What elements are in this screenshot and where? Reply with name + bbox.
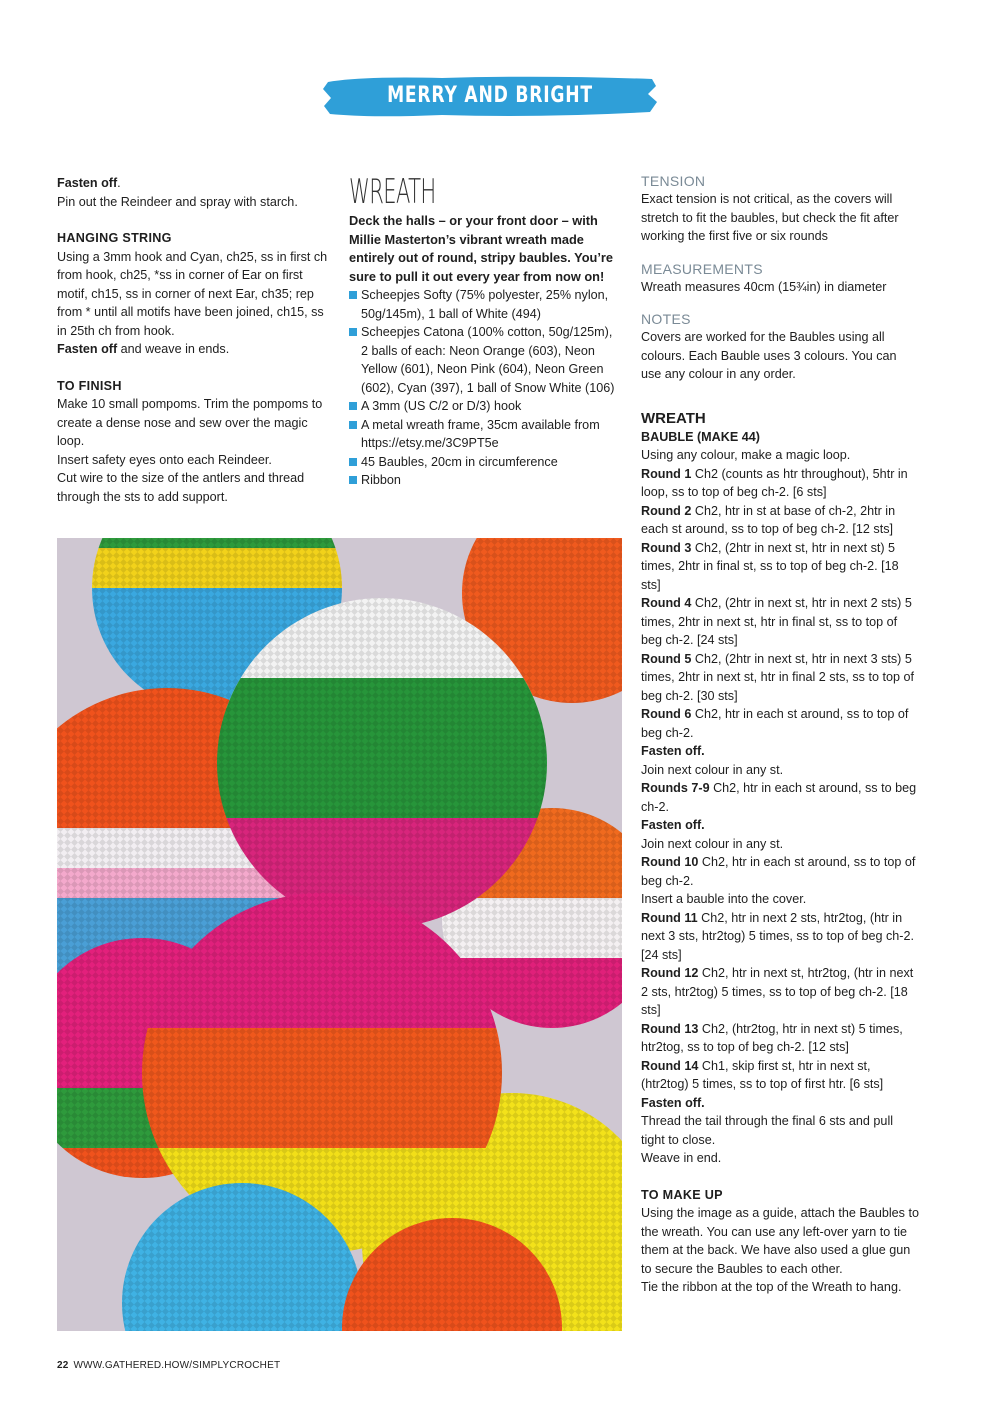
bauble-intro: Using any colour, make a magic loop. bbox=[641, 448, 851, 462]
materials-item: 45 Baubles, 20cm in circumference bbox=[349, 453, 619, 472]
join-colour-a: Join next colour in any st. bbox=[641, 762, 784, 777]
round-line: Round 13 Ch2, (htr2tog, htr in next st) 5 times, htr2tog, ss to top of beg ch-2. [12 sts] bbox=[641, 1021, 903, 1054]
fasten-off-a: Fasten off. bbox=[641, 744, 705, 758]
round-line: Round 2 Ch2, htr in st at base of ch-2, 2htr in each st around, ss to top of beg ch-2. [12 sts] bbox=[641, 503, 896, 536]
materials-list bbox=[349, 286, 619, 490]
round-line: Round 1 Ch2 (counts as htr throughout), 5htr in loop, ss to top of beg ch-2. [6 sts] bbox=[641, 466, 908, 499]
weave-in-end: Weave in end. bbox=[641, 1151, 722, 1165]
round-line: Round 14 Ch1, skip first st, htr in next st, (htr2tog) 5 times, ss to top of first htr. [6 sts] bbox=[641, 1058, 884, 1091]
materials-item: A 3mm (US C/2 or D/3) hook bbox=[349, 397, 619, 416]
tension-heading: TENSION bbox=[641, 173, 706, 189]
round-line: Round 11 Ch2, htr in next 2 sts, htr2tog, (htr in next 3 sts, htr2tog) 5 times, ss to top of beg ch-2. [24 sts] bbox=[641, 910, 914, 962]
page-footer bbox=[57, 1360, 280, 1371]
column-right bbox=[641, 172, 919, 1297]
finish-step-2: Insert safety eyes onto each Reindeer. bbox=[57, 452, 272, 467]
round-line: Round 3 Ch2, (2htr in next st, htr in next st) 5 times, 2htr in final st, ss to top of beg ch-2. [18 sts] bbox=[641, 540, 899, 592]
crochet-baubles-photo bbox=[57, 538, 622, 1331]
bauble-heading: BAUBLE (MAKE 44) bbox=[641, 429, 760, 444]
fasten-off-b: Fasten off. bbox=[641, 818, 705, 832]
baubles-illustration bbox=[57, 538, 622, 1331]
banner-title: MERRY AND BRIGHT COLLECTION bbox=[387, 83, 593, 156]
bullet-square-icon bbox=[349, 421, 357, 429]
materials-item: Scheepjes Softy (75% polyester, 25% nylon, 50g/145m), 1 ball of White (494) bbox=[349, 286, 619, 323]
finish-step-3: Cut wire to the size of the antlers and thread through the sts to add support. bbox=[57, 471, 305, 504]
column-left bbox=[57, 174, 332, 506]
thread-tail: Thread the tail through the final 6 sts and pull tight to close. bbox=[641, 1114, 894, 1147]
bullet-square-icon bbox=[349, 291, 357, 299]
round-line: Round 10 Ch2, htr in each st around, ss to top of beg ch-2. bbox=[641, 855, 916, 888]
fasten-off-tail: . bbox=[117, 176, 121, 190]
page-number: 22 bbox=[57, 1360, 69, 1371]
column-middle bbox=[349, 172, 619, 490]
round-line: Round 4 Ch2, (2htr in next st, htr in next 2 sts) 5 times, 2htr in next st, htr in final st, ss to top of beg ch-2. [24 sts] bbox=[641, 596, 912, 647]
to-finish-heading: TO FINISH bbox=[57, 378, 122, 393]
fasten-off-label: Fasten off bbox=[57, 176, 118, 190]
materials-item: A metal wreath frame, 35cm available from https://etsy.me/3C9PT5e bbox=[349, 416, 619, 453]
bullet-square-icon bbox=[349, 402, 357, 410]
round-line: Round 12 Ch2, htr in next st, htr2tog, (htr in next 2 sts, htr2tog) 5 times, ss to top of beg ch-2. [18 sts] bbox=[641, 966, 914, 1017]
wreath-intro: Deck the halls – or your front door – with Millie Masterton’s vibrant wreath made entirely out of round, stripy baubles. You’re sure to pull it out every year from now on! bbox=[349, 213, 614, 284]
make-up-text-2: Tie the ribbon at the top of the Wreath to hang. bbox=[641, 1280, 902, 1294]
hanging-string-heading: HANGING STRING bbox=[57, 231, 172, 245]
round-line: Round 6 Ch2, htr in each st around, ss to top of beg ch-2. bbox=[641, 707, 909, 740]
bullet-square-icon bbox=[349, 476, 357, 484]
bullet-square-icon bbox=[349, 458, 357, 466]
collection-banner bbox=[322, 72, 658, 156]
round-line: Round 5 Ch2, (2htr in next st, htr in next 3 sts) 5 times, 2htr in next st, htr in final 2 sts, ss to top of beg ch-2. [30 sts] bbox=[641, 651, 914, 703]
materials-item: Scheepjes Catona (100% cotton, 50g/125m), 2 balls of each: Neon Orange (603), Neon Yellow (601), Neon Pink (604), Neon Green (602), Cyan (397), 1 ball of Snow White (106) bbox=[349, 323, 619, 397]
fasten-off-c: Fasten off. bbox=[641, 1095, 705, 1110]
notes-text: Covers are worked for the Baubles using all colours. Each Bauble uses 3 colours. You can use any colour in any order. bbox=[641, 330, 897, 381]
fasten-off-weave-line bbox=[57, 340, 332, 359]
fasten-off-line bbox=[57, 174, 332, 193]
pin-out-text: Pin out the Reindeer and spray with starch. bbox=[57, 194, 298, 209]
insert-bauble: Insert a bauble into the cover. bbox=[641, 892, 807, 906]
bullet-square-icon bbox=[349, 328, 357, 336]
finish-step-1: Make 10 small pompoms. Trim the pompoms to create a dense nose and sew over the magic loop. bbox=[57, 397, 323, 448]
measurements-heading: MEASUREMENTS bbox=[641, 260, 763, 277]
make-up-text-1: Using the image as a guide, attach the Baubles to the wreath. You can use any left-over yarn to tie them at the back. We have also used a glue gun to secure the Baubles to each other. bbox=[641, 1206, 919, 1276]
weave-ends-text: and weave in ends. bbox=[117, 342, 230, 356]
measurements-text: Wreath measures 40cm (15¾in) in diameter bbox=[641, 279, 887, 294]
fasten-off-label-2: Fasten off bbox=[57, 342, 118, 356]
join-colour-b: Join next colour in any st. bbox=[641, 836, 784, 851]
tension-text: Exact tension is not critical, as the covers will stretch to fit the baubles, but check the fit after working the first five or six rounds bbox=[641, 192, 899, 243]
notes-heading: NOTES bbox=[641, 311, 691, 327]
round-line: Rounds 7-9 Ch2, htr in each st around, ss to beg ch-2. bbox=[641, 781, 917, 814]
wreath-pattern-heading: WREATH bbox=[641, 409, 706, 427]
wreath-title: WREATH bbox=[349, 172, 436, 212]
materials-item: Ribbon bbox=[349, 471, 619, 490]
hanging-string-text: Using a 3mm hook and Cyan, ch25, ss in first ch from hook, ch25, *ss in corner of Ear on first motif, ch15, ss in corner of next Ear, ch35; rep from * until all motifs have been joined, ch15, ss in 25th ch from hook. bbox=[57, 249, 328, 338]
footer-url[interactable]: WWW.GATHERED.HOW/SIMPLYCROCHET bbox=[73, 1360, 281, 1371]
to-make-up-heading: TO MAKE UP bbox=[641, 1187, 723, 1202]
